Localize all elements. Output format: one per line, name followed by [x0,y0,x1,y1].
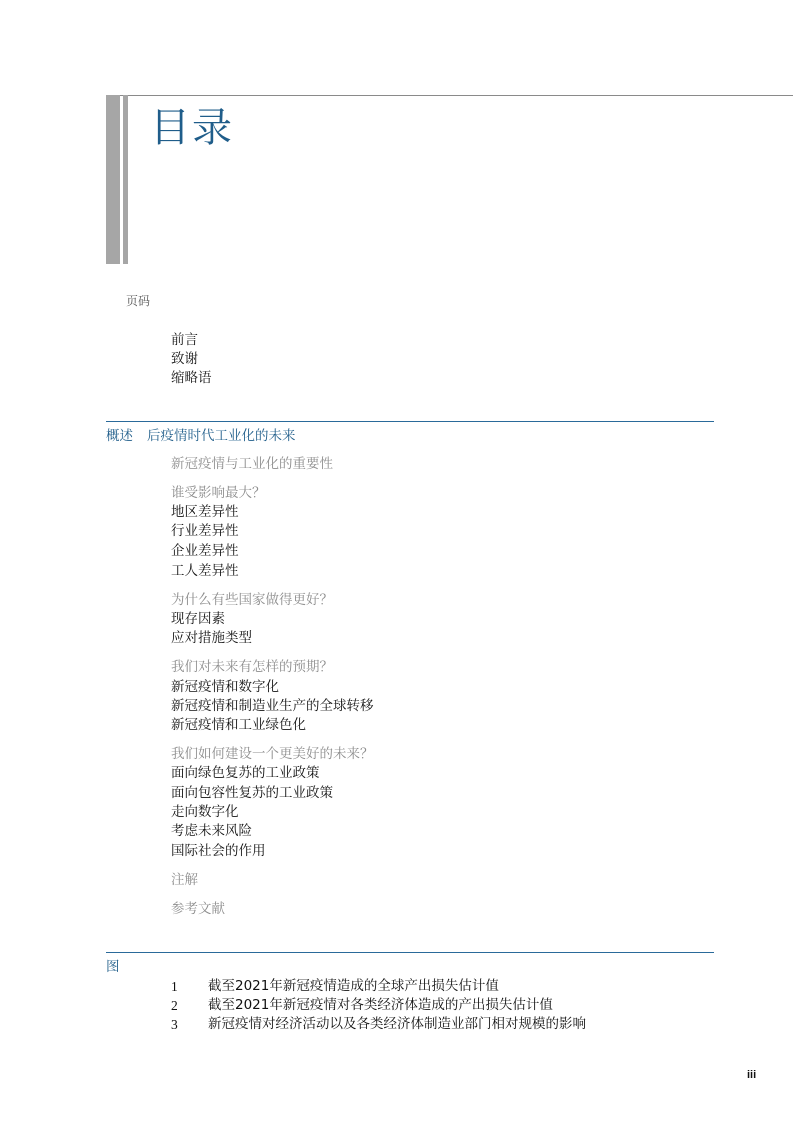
toc-text: 国际社会的作用 [171,843,266,859]
figure-number: 2 [171,998,178,1013]
figure-title: 新冠疫情对经济活动以及各类经济体制造业部门相对规模的影响 [208,1016,586,1032]
section-title: 后疫情时代工业化的未来 [147,428,296,444]
toc-text: 我们如何建设一个更美好的未来？ [171,746,374,762]
toc-text: 缩略语 [171,370,212,386]
toc-text: 工人差异性 [171,563,239,579]
figure-number: 3 [171,1017,178,1032]
section-rule [106,952,714,953]
toc-text: 参考文献 [171,901,225,917]
toc-text: 为什么有些国家做得更好？ [171,592,333,608]
toc-text: 走向数字化 [171,804,239,820]
toc-text: 地区差异性 [171,504,239,520]
toc-text: 注解 [171,872,198,888]
toc-text: 我们对未来有怎样的预期？ [171,659,333,675]
toc-text: 新冠疫情与工业化的重要性 [171,456,333,472]
title-bar-thin [123,95,128,264]
page-number: iii [747,1069,757,1081]
toc-text: 现存因素 [171,611,225,627]
figure-number: 1 [171,979,178,994]
page-column-label: 页码 [126,294,151,308]
toc-text: 企业差异性 [171,543,239,559]
toc-text: 新冠疫情和数字化 [171,679,279,695]
toc-text: 谁受影响最大？ [171,485,266,501]
toc-text: 面向包容性复苏的工业政策 [171,785,333,801]
toc-text: 新冠疫情和工业绿色化 [171,717,306,733]
top-rule [106,95,793,96]
toc-text: 新冠疫情和制造业生产的全球转移 [171,698,374,714]
section-label: 概述 [106,428,133,444]
toc-text: 前言 [171,332,198,348]
section-heading-figures[interactable]: 图 [106,959,120,975]
section-heading-overview[interactable] [106,427,296,446]
toc-text: 应对措施类型 [171,630,252,646]
figure-title: 截至2021年新冠疫情对各类经济体造成的产出损失估计值 [208,997,553,1013]
toc-text: 致谢 [171,351,198,367]
section-rule [106,421,714,422]
toc-text: 面向绿色复苏的工业政策 [171,765,320,781]
page-title: 目录 [150,105,234,151]
figure-title: 截至2021年新冠疫情造成的全球产出损失估计值 [208,978,499,994]
toc-text: 行业差异性 [171,523,239,539]
toc-text: 考虑未来风险 [171,823,252,839]
title-bar-thick [106,95,120,264]
